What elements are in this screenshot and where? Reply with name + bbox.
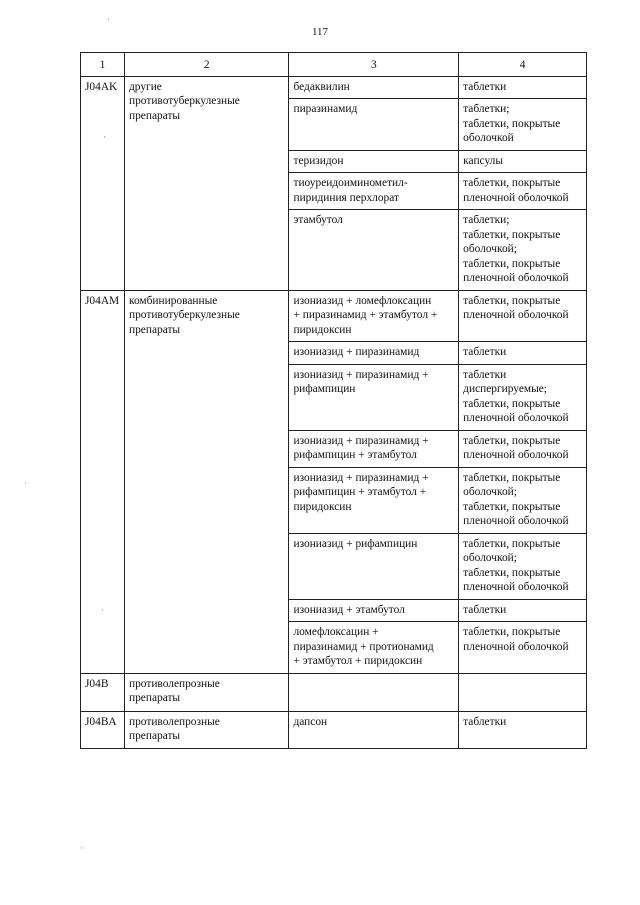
dosage-form-line: пленочной оболочкой	[463, 191, 569, 204]
dosage-form-line: таблетки	[463, 346, 507, 358]
dosage-form-line: оболочкой;	[463, 486, 517, 498]
dosage-form-cell	[459, 173, 587, 210]
table-row	[81, 290, 587, 342]
drug-name-cell	[289, 210, 459, 291]
drug-name-line: дапсон	[293, 715, 328, 728]
group-name-line: другие	[129, 80, 162, 93]
page-number: 117	[311, 26, 329, 38]
dosage-form-cell	[459, 150, 587, 173]
drug-table	[80, 52, 587, 749]
group-name-line: препараты	[129, 730, 181, 742]
dosage-form-line: таблетки	[463, 715, 507, 728]
drug-name-cell	[289, 76, 459, 99]
group-name-line: противолепрозные	[129, 715, 220, 728]
scan-dot: ·	[101, 605, 104, 615]
drug-name-cell	[289, 533, 459, 599]
dosage-form-cell	[459, 364, 587, 430]
group-name-line: противотуберкулезные	[129, 95, 240, 107]
group-name-line: препараты	[129, 692, 181, 704]
dosage-form-line: таблетки, покрытые	[463, 257, 561, 270]
drug-name-line: изониазид + ломефлоксацин	[293, 294, 432, 307]
group-name-line: противолепрозные	[129, 677, 220, 690]
dosage-form-line: таблетки, покрытые	[463, 228, 561, 241]
dosage-form-cell	[459, 99, 587, 151]
table-row	[81, 673, 587, 711]
dosage-form-line: оболочкой;	[463, 243, 517, 255]
dosage-form-line: таблетки, покрытые	[463, 537, 561, 550]
drug-name-line: + этамбутол + пиридоксин	[293, 655, 423, 667]
drug-name-cell	[289, 599, 459, 622]
scan-dot: ·	[103, 132, 106, 142]
drug-name-line: рифампицин	[293, 383, 356, 395]
dosage-form-cell	[459, 622, 587, 674]
dosage-form-cell	[459, 430, 587, 467]
scan-dot: ·	[80, 843, 83, 853]
drug-name-line: рифампицин + этамбутол +	[293, 486, 427, 498]
drug-name-line: пиридоксин	[293, 323, 352, 336]
drug-name-line: изониазид + этамбутол	[293, 603, 405, 616]
dosage-form-cell	[459, 467, 587, 533]
drug-name-cell	[289, 467, 459, 533]
drug-name-line: изониазид + пиразинамид +	[293, 368, 429, 381]
table-row	[81, 76, 587, 99]
dosage-form-line: таблетки	[463, 603, 507, 616]
column-header-3: 3	[289, 53, 459, 77]
group-name-cell	[125, 290, 289, 673]
dosage-form-line: пленочной оболочкой	[463, 515, 569, 527]
dosage-form-line: таблетки, покрытые	[463, 471, 561, 484]
dosage-form-line: таблетки, покрытые	[463, 434, 561, 447]
dosage-form-line: таблетки	[463, 80, 507, 93]
dosage-form-cell	[459, 673, 587, 711]
dosage-form-line: пленочной оболочкой	[463, 309, 569, 321]
drug-name-cell	[289, 622, 459, 674]
drug-name-cell	[289, 290, 459, 342]
dosage-form-line: оболочкой;	[463, 552, 517, 564]
dosage-form-line: капсулы	[463, 154, 503, 167]
drug-name-cell	[289, 150, 459, 173]
dosage-form-cell	[459, 533, 587, 599]
drug-name-cell	[289, 99, 459, 151]
drug-name-line: бедаквилин	[293, 80, 350, 93]
dosage-form-line: пленочной оболочкой	[463, 581, 569, 593]
group-name-line: препараты	[129, 323, 181, 336]
dosage-form-line: таблетки;	[463, 103, 510, 115]
group-name-cell	[125, 76, 289, 290]
table-row	[81, 711, 587, 748]
dosage-form-cell	[459, 342, 587, 365]
dosage-form-cell	[459, 711, 587, 748]
dosage-form-line: пленочной оболочкой	[463, 272, 569, 284]
drug-name-line: этамбутол	[293, 214, 343, 226]
drug-name-line: изониазид + пиразинамид	[293, 346, 420, 358]
atc-code-cell: J04BA	[81, 711, 125, 748]
drug-name-cell	[289, 173, 459, 210]
dosage-form-line: пленочной оболочкой	[463, 449, 569, 461]
dosage-form-line: таблетки, покрытые	[463, 500, 561, 513]
atc-code-cell: J04B	[81, 673, 125, 711]
dosage-form-cell	[459, 290, 587, 342]
dosage-form-line: таблетки, покрытые	[463, 566, 561, 579]
drug-name-line: пиридиния перхлорат	[293, 191, 399, 204]
column-header-4: 4	[459, 53, 587, 77]
drug-name-cell	[289, 342, 459, 365]
drug-name-line: пиразинамид + протионамид	[293, 640, 434, 653]
column-header-2: 2	[125, 53, 289, 77]
drug-name-line: изониазид + пиразинамид +	[293, 471, 429, 484]
drug-name-cell	[289, 430, 459, 467]
atc-code-cell: J04AK	[81, 76, 125, 290]
drug-name-cell	[289, 711, 459, 748]
dosage-form-line: таблетки, покрытые	[463, 117, 561, 130]
drug-name-line: пиридоксин	[293, 500, 352, 513]
atc-code-cell: J04AM	[81, 290, 125, 673]
drug-name-cell	[289, 673, 459, 711]
table-body	[81, 76, 587, 748]
drug-name-line: ломефлоксацин +	[293, 626, 379, 638]
column-header-1: 1	[81, 53, 125, 77]
scan-dot: ·	[107, 14, 110, 24]
dosage-form-cell	[459, 210, 587, 291]
dosage-form-line: таблетки, покрытые	[463, 626, 561, 638]
group-name-cell	[125, 673, 289, 711]
drug-name-line: рифампицин + этамбутол	[293, 449, 417, 461]
group-name-line: комбинированные	[129, 294, 218, 307]
dosage-form-line: пленочной оболочкой	[463, 640, 569, 653]
dosage-form-line: диспергируемые;	[463, 383, 547, 395]
dosage-form-line: таблетки;	[463, 214, 510, 226]
dosage-form-line: таблетки, покрытые	[463, 294, 561, 307]
dosage-form-cell	[459, 76, 587, 99]
dosage-form-line: пленочной оболочкой	[463, 412, 569, 424]
dosage-form-line: таблетки, покрытые	[463, 397, 561, 410]
drug-name-line: теризидон	[293, 154, 344, 167]
group-name-line: препараты	[129, 109, 181, 122]
dosage-form-line: таблетки	[463, 368, 507, 381]
header-row	[81, 53, 587, 77]
scan-dot: ·	[24, 478, 27, 488]
group-name-cell	[125, 711, 289, 748]
drug-name-line: изониазид + рифампицин	[293, 537, 418, 550]
drug-name-cell	[289, 364, 459, 430]
drug-name-line: + пиразинамид + этамбутол +	[293, 309, 438, 321]
group-name-line: противотуберкулезные	[129, 309, 240, 321]
dosage-form-line: оболочкой	[463, 132, 514, 144]
drug-name-line: пиразинамид	[293, 103, 358, 115]
drug-name-line: изониазид + пиразинамид +	[293, 434, 429, 447]
dosage-form-cell	[459, 599, 587, 622]
dosage-form-line: таблетки, покрытые	[463, 177, 561, 189]
drug-name-line: тиоуреидоиминометил-	[293, 177, 408, 189]
